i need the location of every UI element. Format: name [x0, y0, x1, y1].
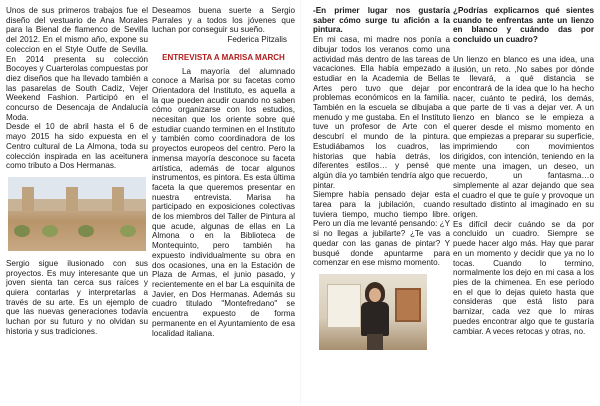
answer-2: Un lienzo en blanco es una idea, una ilusión, un reto. ,No sabes por dónde te llevará, a qué distancia se encontrará de la idea que lo ha hecho nacer, cuánto te pedirá, los demás, que parte de ti vas a dejar ver. A un lienzo en blanco se le empieza a querer desde el mismo momento en que empiezas a preparar su superficie, imprimiendo con movimientos dirigidos, con intención, teniendo en la mente una imagen, un deseo, un recuerdo, un fantasma…o simplemente al azar dejando que sea el cuadro el que te guíe y provoque un resultado distinto al imaginado en su origen. — [453, 54, 594, 220]
paragraph-sergio-projects: Sergio sigue ilusionado con sus proyectos. Es muy interesante que un joven sienta tan cerca sus raíces y quiera contarlas y interpretarlas a través de su arte. Es un ejemplo de que las nuevas generaciones todavía luchan por su futuro y no olvidan su historia y sus tradiciones. — [6, 258, 148, 336]
answer-1-continued: Siempre había pensado dejar esta tarea para la jubilación, cuando tuviera tiempo, mucho tiempo libre. Pero un día me levanté pensando: ¿Y si no llegas a jubilarte? ¿Te vas a quedar con las ganas de pintar? Y busqué donde apuntarme para comenzar en ese mismo momento. — [313, 190, 450, 268]
column-2 — [152, 6, 295, 338]
author-signature: Federica Pitzalis — [227, 35, 287, 45]
paragraph-exhibition: Desde el 10 de abril hasta el 6 de mayo 2015 ha sido expuesta en el Centro cultural de La Almona, toda su colección inspirada en las aceitunera como tributo a Dos Hermanas. — [6, 122, 148, 171]
column-3 — [313, 6, 450, 358]
answer-2-continued: Es difícil decir cuándo se da por concluido un cuadro. Siempre se puede hacer algo más. Hay que parar en un momento y decidir que ya no lo tocas. Cuando lo termino, normalmente los dejo en mi casa a los pies de la chimenea. En ese período en el que lo dejas quieto hasta que consideras que está listo para barnizar, cada vez que lo miras puedes encontrar algo que te gustaría cambiar. A veces retocas y otras, no. — [453, 219, 594, 336]
photo-almona-walls — [8, 177, 146, 251]
paragraph-good-luck: Deseamos buena suerte a Sergio Parrales y a todos los jóvenes que luchan por conseguir su sueño. — [152, 6, 295, 35]
column-1 — [6, 6, 148, 337]
paragraph-career: Unos de sus primeros trabajos fue el diseño del vestuario de Ana Morales para la Bienal de flamenco de Sevilla del 2012. En el mismo año, expone su coleccion en el Style Outfe de Sevilla. En 2014 presenta su colección Bocoyes y Cuarterolas compuestas por diez diseños que ha llevado también a las pasarelas de South Cadiz, Vejer Weekend Fashion. Participó en el concurso de Desencaja de Andalucía Moda. — [6, 6, 148, 122]
page-gutter — [300, 0, 301, 406]
photo-marisa-painting — [319, 274, 427, 350]
paragraph-marisa-intro: La mayoría del alumnado conoce a Marisa por su facetas como Orientadora del Instituto, es aquella a la que pueden acudir cuando no saben cómo organizarse con los estudios, necesitan que los oriente sobre qué estudiar cuando terminen en el Instituto y también como coordinadora de los proyectos europeos del centro. Pero la inmensa mayoría desconoce su faceta artística, además de tocar algunos instrumentos, es pintora. Es esta última faceta la que queremos presentar en nuestra entrevista. Marisa ha participado en exposiciones colectivas de los miembros del Taller de Pintura al que acude, algunas de ellas en La Almona o en la Biblioteca de Montequinto, pero también ha expuesto individualmente su obra en dos ocasiones, una en la Estación de Plaza de Armas, el junio pasado, y recientemente en el bar La esquinita de Javier, en Dos Hermanas. Además su cuadro titulado "Montefredano" se encuentra expuesto de forma permanente en el Ayuntamiento de esa localidad italiana. — [152, 66, 295, 338]
answer-1: En mi casa, mi madre nos ponía a dibujar todos los veranos como una actividad más dentro de las tareas de vacaciones. Ella había empezado a estudiar en la Academia de Bellas Artes pero tuvo que dejar por problemas económicos en la familia. También en la escuela se dibujaba a menudo y me gustaba. En el Instituto tuve un profesor de Arte con el descubrí el mundo de la pintura. Estudiábamos los cuadros, las historias que había detrás, los diferentes estilos… y pensé que algún día yo también tendría algo que pintar. — [313, 35, 450, 190]
column-4 — [453, 6, 594, 336]
interview-heading: ENTREVISTA A MARISA MARCH — [162, 52, 285, 62]
question-2: ¿Podrías explicarnos qué sientes cuando te enfrentas ante un lienzo en blanco y cuándo das por concluido un cuadro? — [453, 6, 594, 45]
question-1: -En primer lugar nos gustaría saber cómo surge tu afición a la pintura. — [313, 6, 450, 35]
